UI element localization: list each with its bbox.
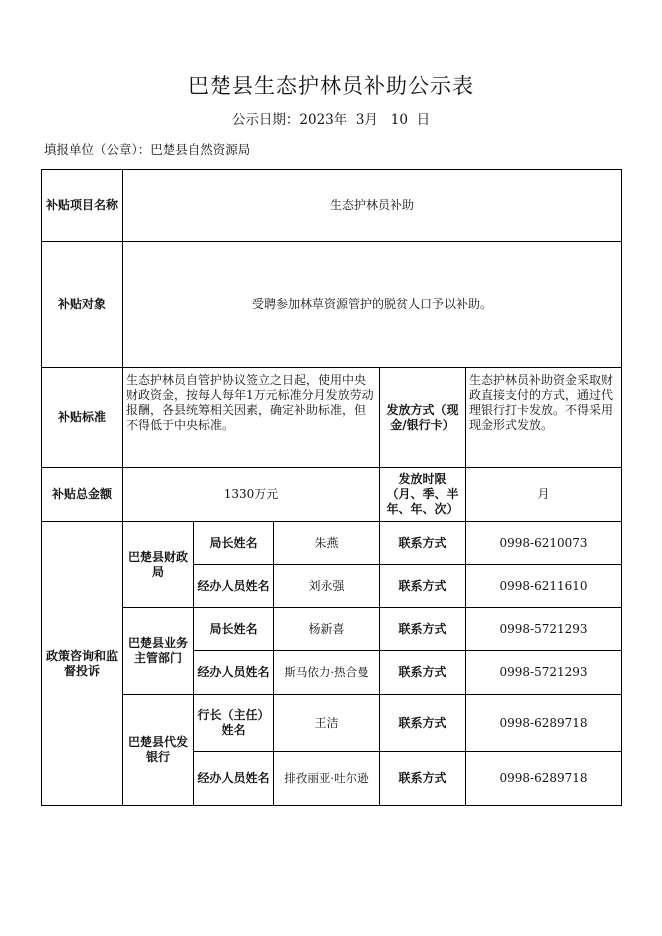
phone-number: 0998-6210073 (466, 522, 622, 565)
period-value: 月 (466, 468, 622, 522)
pay-method-label: 发放方式（现金/银行卡） (380, 368, 466, 468)
contact-label: 联系方式 (380, 565, 466, 608)
table-row (42, 468, 622, 522)
publish-date: 公示日期：2023年 3月 10 日 (231, 112, 431, 128)
contact-label: 联系方式 (380, 695, 466, 752)
role-label: 局长姓名 (194, 522, 274, 565)
person-name: 刘永强 (274, 565, 380, 608)
pay-method-value: 生态护林员补助资金采取财政直接支付的方式，通过代理银行打卡发放。不得采用现金形式发放。 (466, 368, 622, 468)
table-row (42, 170, 622, 242)
item-name-label: 补贴项目名称 (42, 170, 123, 242)
table-row (42, 695, 622, 752)
contact-label: 联系方式 (380, 651, 466, 695)
table-row (42, 608, 622, 651)
target-value: 受聘参加林草资源管护的脱贫人口予以补助。 (123, 242, 622, 368)
standard-value: 生态护林员自管护协议签立之日起，使用中央财政资金，按每人每年1万元标准分月发放劳动报酬，各县统筹相关因素，确定补助标准，但不得低于中央标准。 (123, 368, 380, 468)
person-name: 斯马依力·热合曼 (274, 651, 380, 695)
phone-number: 0998-5721293 (466, 608, 622, 651)
contact-label: 联系方式 (380, 608, 466, 651)
role-label: 局长姓名 (194, 608, 274, 651)
table-row (42, 368, 622, 468)
standard-label: 补贴标准 (42, 368, 123, 468)
period-label: 发放时限（月、季、半年、年、次） (380, 468, 466, 522)
role-label: 经办人员姓名 (194, 752, 274, 806)
item-name-value: 生态护林员补助 (123, 170, 622, 242)
page-title: 巴楚县生态护林员补助公示表 (188, 74, 474, 98)
org-name: 巴楚县代发银行 (123, 695, 194, 806)
reporting-unit: 填报单位（公章）：巴楚县自然资源局 (44, 142, 251, 157)
total-label: 补贴总金额 (42, 468, 123, 522)
role-label: 经办人员姓名 (194, 565, 274, 608)
phone-number: 0998-6289718 (466, 752, 622, 806)
org-name: 巴楚县财政局 (123, 522, 194, 608)
subsidy-table (41, 169, 622, 806)
table-row (42, 522, 622, 565)
contact-label: 联系方式 (380, 522, 466, 565)
person-name: 朱燕 (274, 522, 380, 565)
role-label: 行长（主任）姓名 (194, 695, 274, 752)
role-label: 经办人员姓名 (194, 651, 274, 695)
consult-label: 政策咨询和监督投诉 (42, 522, 123, 806)
person-name: 王洁 (274, 695, 380, 752)
person-name: 排孜丽亚·吐尔逊 (274, 752, 380, 806)
total-value: 1330万元 (123, 468, 380, 522)
table-row (42, 242, 622, 368)
phone-number: 0998-6211610 (466, 565, 622, 608)
phone-number: 0998-5721293 (466, 651, 622, 695)
contact-label: 联系方式 (380, 752, 466, 806)
target-label: 补贴对象 (42, 242, 123, 368)
person-name: 杨新喜 (274, 608, 380, 651)
phone-number: 0998-6289718 (466, 695, 622, 752)
org-name: 巴楚县业务主管部门 (123, 608, 194, 695)
